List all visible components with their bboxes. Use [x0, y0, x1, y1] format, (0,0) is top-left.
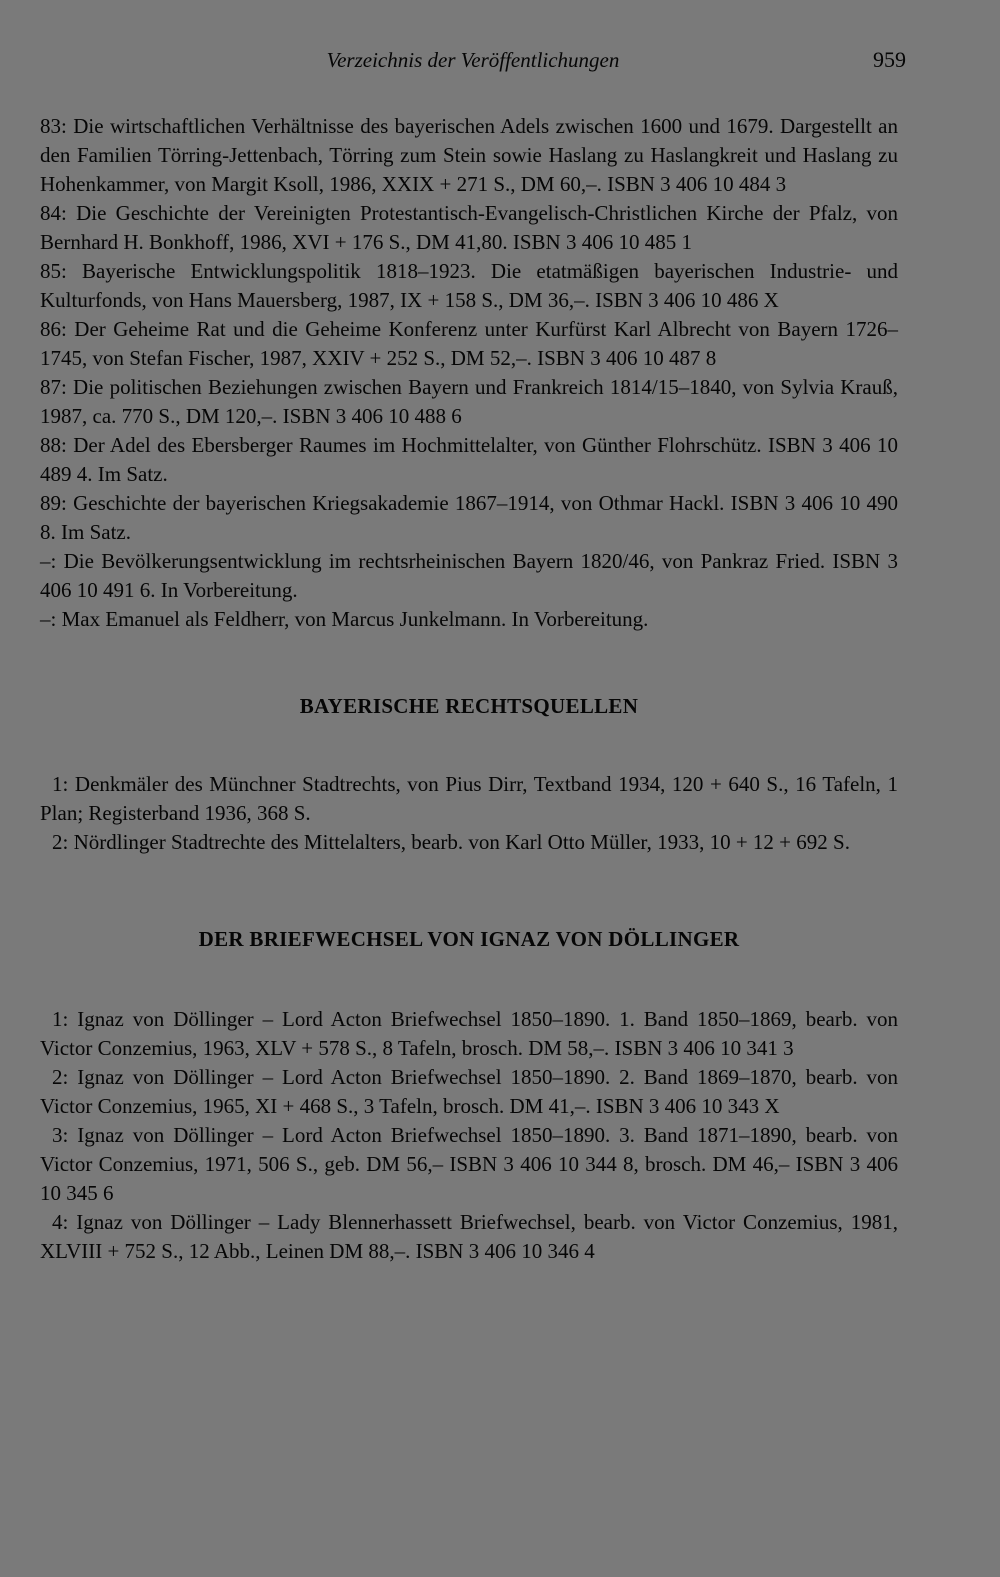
- list-item: 1: Ignaz von Döllinger – Lord Acton Briefwechsel 1850–1890. 1. Band 1850–1869, bearb. von Victor Conzemius, 1963, XLV + 578 S., 8 Tafeln, brosch. DM 58,–. ISBN 3 406 10 341 3: [40, 1007, 898, 1060]
- publication-list: [40, 112, 898, 1266]
- continued-series-list: [40, 112, 898, 634]
- list-item: –: Max Emanuel als Feldherr, von Marcus Junkelmann. In Vorbereitung.: [40, 607, 649, 631]
- list-item: 2: Nördlinger Stadtrechte des Mittelalters, bearb. von Karl Otto Müller, 1933, 10 + 12 + 692 S.: [52, 830, 850, 854]
- list-item: 85: Bayerische Entwicklungspolitik 1818–1923. Die etatmäßigen bayerischen Industrie- und Kulturfonds, von Hans Mauersberg, 1987, IX + 158 S., DM 36,–. ISBN 3 406 10 486 X: [40, 259, 898, 312]
- list-item: 87: Die politischen Beziehungen zwischen Bayern und Frankreich 1814/15–1840, von Sylvia Krauß, 1987, ca. 770 S., DM 120,–. ISBN 3 406 10 488 6: [40, 375, 898, 428]
- list-item: 2: Ignaz von Döllinger – Lord Acton Briefwechsel 1850–1890. 2. Band 1869–1870, bearb. von Victor Conzemius, 1965, XI + 468 S., 3 Tafeln, brosch. DM 41,–. ISBN 3 406 10 343 X: [40, 1065, 898, 1118]
- list-item: 83: Die wirtschaftlichen Verhältnisse des bayerischen Adels zwischen 1600 und 1679. Dargestellt an den Familien Törring-Jettenbach, Törring zum Stein sowie Haslang zu Haslangkreit und Haslang zu Hohenkammer, von Margit Ksoll, 1986, XXIX + 271 S., DM 60,–. ISBN 3 406 10 484 3: [40, 114, 898, 196]
- list-item: 3: Ignaz von Döllinger – Lord Acton Briefwechsel 1850–1890. 3. Band 1871–1890, bearb. von Victor Conzemius, 1971, 506 S., geb. DM 56,– ISBN 3 406 10 344 8, brosch. DM 46,– ISBN 3 406 10 345 6: [40, 1123, 898, 1205]
- list-item: 89: Geschichte der bayerischen Kriegsakademie 1867–1914, von Othmar Hackl. ISBN 3 406 10 490 8. Im Satz.: [40, 491, 898, 544]
- doellinger-list: [40, 1005, 898, 1266]
- section-heading-doellinger: DER BRIEFWECHSEL VON IGNAZ VON DÖLLINGER: [198, 927, 740, 951]
- list-item: 1: Denkmäler des Münchner Stadtrechts, von Pius Dirr, Textband 1934, 120 + 640 S., 16 Tafeln, 1 Plan; Registerband 1936, 368 S.: [40, 772, 898, 825]
- running-header: [40, 44, 906, 76]
- list-item: 84: Die Geschichte der Vereinigten Protestantisch-Evangelisch-Christlichen Kirche der Pfalz, von Bernhard H. Bonkhoff, 1986, XVI + 176 S., DM 41,80. ISBN 3 406 10 485 1: [40, 201, 898, 254]
- list-item: 86: Der Geheime Rat und die Geheime Konferenz unter Kurfürst Karl Albrecht von Bayern 1726–1745, von Stefan Fischer, 1987, XXIV + 252 S., DM 52,–. ISBN 3 406 10 487 8: [40, 317, 898, 370]
- list-item: –: Die Bevölkerungsentwicklung im rechtsrheinischen Bayern 1820/46, von Pankraz Fried. ISBN 3 406 10 491 6. In Vorbereitung.: [40, 549, 898, 602]
- page-number: 959: [873, 47, 906, 72]
- list-item: 4: Ignaz von Döllinger – Lady Blennerhassett Briefwechsel, bearb. von Victor Conzemius, 1981, XLVIII + 752 S., 12 Abb., Leinen DM 88,–. ISBN 3 406 10 346 4: [40, 1210, 898, 1263]
- running-title: Verzeichnis der Veröffentlichungen: [326, 48, 620, 72]
- section-heading-rechtsquellen: BAYERISCHE RECHTSQUELLEN: [299, 694, 639, 718]
- rechtsquellen-list: [40, 770, 898, 857]
- list-item: 88: Der Adel des Ebersberger Raumes im Hochmittelalter, von Günther Flohrschütz. ISBN 3 406 10 489 4. Im Satz.: [40, 433, 898, 486]
